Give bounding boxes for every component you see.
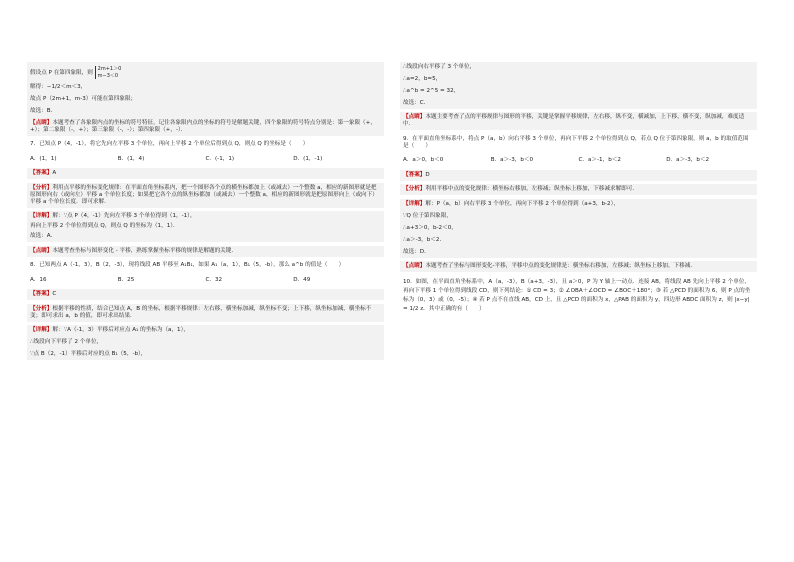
note-tag: 【点睛】 [30,247,53,254]
option-a: A．(1，1) [30,155,57,162]
q8-answer [27,289,384,300]
q7-detail [27,211,384,242]
option-b: B．a＞-3，b＜0 [490,157,534,164]
detail-line-4: ∴线段向右平移了 3 个单位， [403,64,476,70]
conclusion-line: 故点 P（2m+1，m-3）可能在第四象限； [30,95,137,102]
answer-tag: 【答案】 [30,291,53,298]
detail-line-5: ∴a=2，b=5， [403,75,442,82]
question-10: 10．如图，在平面直角坐标系中，A（a，-3），B（a+3，-3），且 a＞0，P 为 Y 轴上一动点．连接 AB，将线段 AB 先向上平移 2 个单位，再向下平移 1 个单位得到线段 CD，则下列结论：① CD = 3；② ∠OBA＋∠OCD = ∠BOC＋180°；③ 若 △PCD 的面积为 6，则 P 点的坐标为（0，3）或（0，-5）；④ 若 P 点不在直线 AB，CD 上，且 △PCD 的面积为 x，△PAB 的面积为 y，四边形 ABDC 面积为 z，则 |x−y| = 1/2 z．其中正确的有（ ） [403,278,751,312]
option-d: D．49 [293,276,311,283]
detail-line-3: 故选：A． [30,233,57,240]
answer-tag: 【答案】 [403,171,426,178]
option-c: C．(-1，1) [205,155,235,162]
detail-line-7: 故选：C． [403,99,430,106]
option-a: A．16 [30,276,47,283]
detail-line-3: ∴a+3＞0，b-2＜0， [403,224,457,231]
detail-line-2: 再向上平移 2 个单位得到点 Q，则点 Q 的坐标为（1，1）． [30,223,179,230]
detail-line-5: 故选：D． [403,248,430,255]
detail-line-6: ∴a^b = 2^5 = 32， [403,87,460,94]
note-text: 本题主要考查了点的平移规律与图形的平移，关键是掌握平移规律，左右移，纵不变，横减加，上下移，横不变，纵加减，难度适中． [403,114,745,128]
analysis-text: 利用点平移的坐标变化规律：在平面直角坐标系内，把一个图形各个点的横坐标都加上（或减去）一个整数 a，相应的新图形就是把原图形向右（或向左）平移 a 个单位长度；如果把它各个点的纵坐标都加（或减去）一个整数 a，相应的新图形就是把原图形向上（或向下）平移 a 个单位长度．即可求解． [30,184,378,205]
detail-line-1: 解：P（a，b）向右平移 3 个单位，再向下平移 2 个单位得到（a+3，b-2）， [425,200,620,207]
inequality-2: m−3＜0 [97,72,119,79]
analysis-text: 根据平移的性质，结合已知点 A，B 的坐标，根据平移规律：左右移，横坐标加减，纵坐标不变；上下移，纵坐标加减，横坐标不变；即可求出 a，b 的值，即可求出结果． [30,305,372,319]
q6-solution-cont [27,62,384,136]
option-c: C．32 [205,276,223,283]
solve-line: 解得：−1/2＜m＜3， [30,84,87,90]
option-b: B．(1，4) [117,155,145,162]
answer-tag: 【答案】 [30,170,53,177]
note-text: 本题考查了各象限内点的坐标的符号特征，记住各象限内点的坐标的符号是解题关键，四个象限的符号特点分别是：第一象限（+，+）；第二象限（-，+）；第三象限（-，-）；第四象限（+，-）． [30,119,376,133]
analysis-tag: 【分析】 [403,186,426,193]
q7-options [27,154,384,165]
assume-text: 假设点 P 在第四象限，则 [30,70,93,76]
option-c: C．a＞-1，b＜2 [578,157,621,164]
note-tag: 【点睛】 [403,114,426,121]
inequality-system [95,66,122,79]
q7-note [27,246,384,257]
choice-line: 故选：B． [30,107,57,114]
detail-tag: 【详解】 [30,213,53,220]
q9-analysis [400,184,757,195]
option-d: D．(1，-1) [293,155,323,162]
note-tag: 【点睛】 [30,119,53,126]
right-column [400,62,757,319]
q9-detail [400,199,757,258]
left-column [27,62,384,364]
q9-note [400,261,757,272]
inequality-1: 2m+1＞0 [97,66,122,72]
q6-note [30,120,381,134]
q9-answer [400,170,757,181]
q8-detail [27,325,384,360]
q7-analysis [27,183,384,208]
detail-line-2: ∵Q 位于第四象限， [403,212,452,219]
q7-answer [27,168,384,179]
option-d: D．a＞-3，b＜2 [666,157,710,164]
analysis-tag: 【分析】 [30,305,53,312]
option-b: B．25 [117,276,135,283]
detail-line-4: ∴a＞-3，b＜2． [403,236,446,243]
analysis-tag: 【分析】 [30,184,53,191]
q8-options [27,275,384,286]
detail-line-1: 解：∵A（-1，3）平移后对应点 A₁ 的坐标为（a，1）， [52,327,190,334]
q8-note [400,112,757,130]
note-text: 本题考查了坐标与图形变化-平移，平移中点的变化规律是：横坐标右移加，左移减；纵坐标上移加，下移减． [425,263,696,270]
answer-value: C [52,291,57,298]
q8-detail-cont [400,62,757,109]
note-tag: 【点睛】 [403,263,426,270]
answer-value: A [52,170,57,177]
detail-tag: 【详解】 [403,200,426,207]
option-a: A．a＞0，b＜0 [403,157,444,164]
question-9: 9．在平面直角坐标系中，将点 P（a，b）向右平移 3 个单位，再向下平移 2 个单位得到点 Q，若点 Q 位于第四象限，则 a，b 的取值范围是（ ） [403,135,749,149]
q9-options [400,155,757,166]
assume-line [30,66,381,79]
analysis-text: 利用平移中点的变化规律：横坐标右移加，左移减；纵坐标上移加，下移减求解即可． [425,186,638,193]
note-text: 本题考查坐标与图形变化 - 平移，熟练掌握坐标平移的规律是解题的关键． [52,247,237,254]
question-7: 7．已知点 P（4，-1），将它先向左平移 3 个单位，再向上平移 2 个单位后得到点 Q，则点 Q 的坐标是（ ） [30,141,309,148]
question-8: 8．已知两点 A（-1，3），B（2，-3），现将线段 AB 平移至 A₁B₁，如果 A₁（a，1），B₁（5，-b），那么 a^b 的值是（ ） [30,262,345,269]
q8-analysis [27,304,384,322]
answer-value: D [425,171,430,178]
detail-tag: 【详解】 [30,327,53,334]
detail-line-3: ∵点 B（2，-1）平移后对应的点 B₁（5，-b）， [30,351,147,358]
detail-line-1: 解：∵点 P（4，-1）先向左平移 3 个单位得到（1，-1）， [52,213,196,220]
detail-line-2: ∴线段向下平移了 2 个单位， [30,339,103,346]
